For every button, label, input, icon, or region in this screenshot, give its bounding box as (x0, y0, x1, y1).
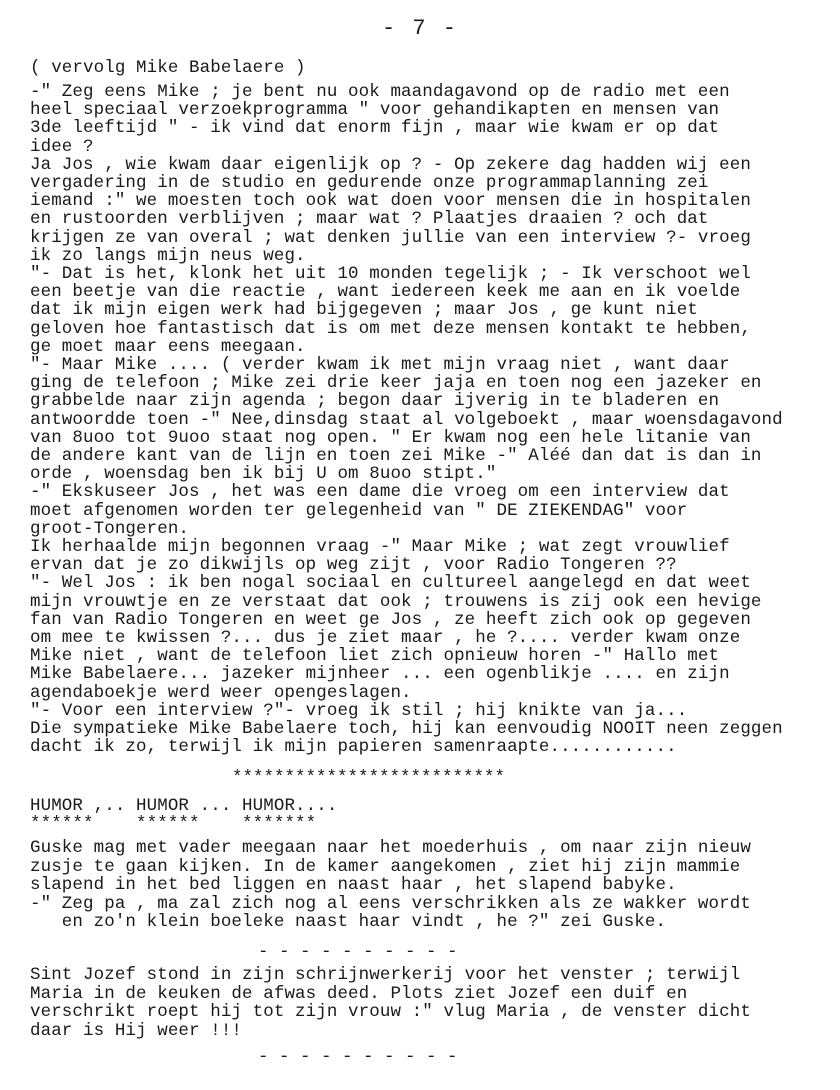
text-line: Guske mag met vader meegaan naar het moederhuis , om naar zijn nieuw (30, 838, 751, 858)
text-line: om mee te kwissen ?... dus je ziet maar , he ?.... verder kwam onze (30, 628, 741, 648)
text-line: fan van Radio Tongeren en weet ge Jos , ze heeft zich ook op gegeven (30, 609, 751, 630)
text-line: moet afgenomen worden ter gelegenheid van " DE ZIEKENDAG" voor (30, 500, 688, 521)
text-line: zusje te gaan kijken. In de kamer aangekomen , ziet hij zijn mammie (30, 856, 741, 877)
text-line: "- Maar Mike .... ( verder kwam ik met mijn vraag niet , want daar (30, 355, 730, 375)
page-number: - 7 - (381, 16, 458, 41)
text-line: orde , woensdag ben ik bij U om 8uoo stipt." (30, 464, 497, 485)
text-line: Sint Jozef stond in zijn schrijnwerkerij voor het venster ; terwijl (30, 965, 741, 985)
text-line: iemand :" we moesten toch ook wat doen voor mensen die in hospitalen (30, 191, 751, 212)
text-line: vergadering in de studio en gedurende onze programmaplanning zei (30, 173, 709, 193)
text-line: agendaboekje werd weer opengeslagen. (30, 682, 412, 703)
text-line: en rustoorden verblijven ; maar wat ? Plaatjes draaien ? och dat (30, 209, 709, 230)
humor-underline: ****** ****** ******* (30, 814, 317, 834)
humor-heading: HUMOR ,.. HUMOR ... HUMOR.... (30, 796, 338, 816)
text-line: Mike Babelaere... jazeker mijnheer ... een ogenblikje .... en zijn (30, 664, 730, 685)
text-line: Maria in de keuken de afwas deed. Plots ziet Jozef een duif en (30, 983, 688, 1004)
text-line: "- Voor een interview ?"- vroeg ik stil ; hij knikte van ja... (30, 700, 688, 721)
text-line: mijn vrouwtje en ze verstaat dat ook ; trouwens is zij ook een hevige (30, 591, 762, 612)
text-line: een beetje van die reactie , want iedereen keek me aan en ik voelde (30, 282, 741, 303)
text-line: krijgen ze van overal ; wat denken jullie van een interview ?- vroeg (30, 227, 751, 248)
text-line: "- Dat is het, klonk het uit 10 monden tegelijk ; - Ik verschoot wel (30, 264, 751, 284)
text-line: Mike niet , want de telefoon liet zich opnieuw horen -" Hallo met (30, 646, 720, 667)
text-line: heel speciaal verzoekprogramma " voor gehandikapten en mensen van (30, 100, 720, 121)
text-line: Ik herhaalde mijn begonnen vraag -" Maar Mike ; wat zegt vrouwlief (30, 537, 730, 557)
text-line: ge moet maar eens meegaan. (30, 336, 306, 357)
text-line: Die sympatieke Mike Babelaere toch, hij kan eenvoudig NOOIT neen zeggen (30, 719, 783, 739)
text-line: idee ? (30, 136, 94, 157)
text-line: ging de telefoon ; Mike zei drie keer jaja en toen nog een jazeker en (30, 373, 762, 394)
text-line: Ja Jos , wie kwam daar eigenlijk op ? - Op zekere dag hadden wij een (30, 154, 751, 175)
text-line: daar is Hij weer !!! (30, 1020, 243, 1041)
text-line: groot-Tongeren. (30, 518, 190, 539)
text-line: dacht ik zo, terwijl ik mijn papieren samenraapte............ (30, 737, 677, 758)
text-line: antwoordde toen -" Nee,dinsdag staat al volgeboekt , maar woensdagavond (30, 409, 783, 430)
text-line: dat ik mijn eigen werk had bijgegeven ; maar Jos , ge kunt niet (30, 300, 698, 321)
text-line: 3de leeftijd " - ik vind dat enorm fijn , maar wie kwam er op dat (30, 118, 720, 139)
text-line: de andere kant van de lijn en toen zei Mike -" Aléé dan dat is dan in (30, 446, 762, 466)
text-line: "- Wel Jos : ik ben nogal sociaal en cultureel aangelegd en dat weet (30, 573, 751, 594)
text-line: slapend in het bed liggen en naast haar , het slapend babyke. (30, 875, 677, 895)
dash-separator-end: - - - - - - - - - - (258, 1047, 458, 1067)
text-line: ervan dat je zo dikwijls op weg zijt , voor Radio Tongeren ?? (30, 555, 677, 576)
star-separator: ************************** (232, 768, 506, 788)
text-line: verschrikt roept hij tot zijn vrouw :" vlug Maria , de venster dicht (30, 1002, 751, 1022)
text-line: -" Ekskuseer Jos , het was een dame die vroeg om een interview dat (30, 482, 730, 503)
dash-separator: - - - - - - - - - - (258, 942, 458, 962)
text-line: grabbelde naar zijn agenda ; begon daar ijverig in te bladeren en (30, 391, 720, 412)
text-line: -" Zeg eens Mike ; je bent nu ook maandagavond op de radio met een (30, 82, 730, 102)
text-line: geloven hoe fantastisch dat is om met deze mensen kontakt te hebben, (30, 318, 751, 339)
story-heading: ( vervolg Mike Babelaere ) (30, 58, 306, 78)
text-line: van 8uoo tot 9uoo staat nog open. " Er kwam nog een hele litanie van (30, 427, 751, 448)
text-line: -" Zeg pa , ma zal zich nog al eens verschrikken als ze wakker wordt (30, 893, 751, 914)
text-line: ik zo langs mijn neus weg. (30, 245, 306, 266)
text-line: en zo'n klein boeleke naast haar vindt , he ?" zei Guske. (30, 912, 667, 932)
